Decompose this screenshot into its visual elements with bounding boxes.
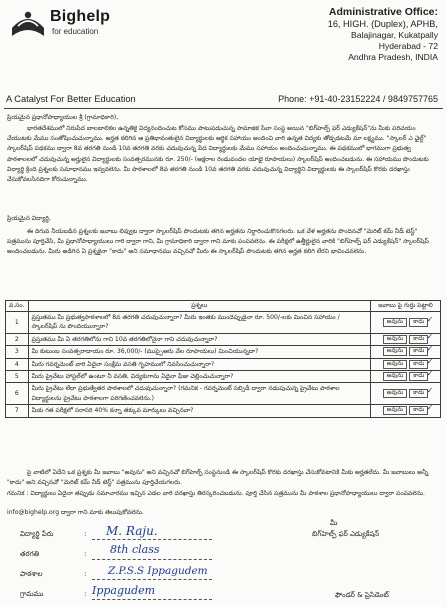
answer-cell [371, 312, 441, 334]
field-label-class: తరగతి [20, 550, 40, 558]
question-number: 1 [6, 312, 29, 334]
intro-paragraph: భారతదేశములో నిరుపేద బాలబాలికల ఉన్నతికై విద్యనందించుట కోసము పాటుపడుచున్న సామాజిక సేవా సంస్థ అయిన "బిగ్‌హెల్ప్ ఫర్ ఎడ్యుకేషన్"ను మీకు పరిచయం చేయుటకు మేము సంతోషించుచున్నాము. అర్హత కలిగిన ఆ ప్రతిభావంతులైన విద్యార్థులకు ఆర్థిక సహాయం అందించి వారి ఉన్నత విద్యకు తోడ్పడటమే మా లక్ష్యము. "స్కాలర్ ఎ ఛైల్డ్" స్కాలర్‌షిప్ పథకము ద్వారా 8వ తరగతి నుండి 10వ తరగతి వరకు చదువుచున్న పేద విద్యార్థులకు మేము సహాయం అందించుచున్నాము. ఈ పథకములో భాగముగా ప్రభుత్వ పాఠశాలలలో చదువుచున్న అర్హులైన విద్యార్థులకు సంవత్సరమునకు రూ. 250/- (అక్షరాల రెండువందల యాభై రూపాయలు) స్కాలర్‌షిప్ అందించబడును. ఈ సహాయము పొందుటకు విద్యార్థి క్రింది ప్రశ్నలకు సమాధానము ఇవ్వవలెను. మీ పాఠశాలలో 8వ తరగతి నుండి 10వ తరగతి వరకు చదువుచున్న విద్యార్థిని విద్యార్థులకు ఈ స్కాలర్‌షిప్ కొరకు దరఖాస్తు చేసుకోవలసినదిగా కోరుచున్నాము. [7, 125, 429, 184]
table-row [6, 312, 441, 334]
answer-no-option[interactable]: కాదు ✓ [409, 335, 428, 344]
table-row [6, 333, 441, 345]
answer-no-option[interactable]: కాదు ✓ [409, 406, 428, 415]
bighelp-logo-icon [8, 6, 48, 40]
table-row [6, 358, 441, 370]
answer-no-option[interactable]: కాదు ✓ [409, 372, 428, 381]
table-row [6, 405, 441, 417]
answer-yes-option[interactable]: అవును [383, 389, 408, 398]
answer-cell [371, 405, 441, 417]
school-line [92, 579, 212, 580]
answer-yes-option[interactable]: అవును [383, 318, 408, 327]
eligibility-questions-table [5, 300, 441, 418]
table-header-row [6, 301, 441, 312]
field-colon: : [84, 550, 87, 558]
phone-numbers: Phone: +91-40-23152224 / 9849757765 [278, 94, 438, 104]
answer-no-option[interactable]: కాదు ✓ [409, 360, 428, 369]
brand-subtitle: for education [52, 27, 99, 36]
closing-paragraph: పై వాటిలో ఏదేని ఒక ప్రశ్నకు మీ జవాబు "అవును" అని వచ్చినచో బిగ్‌హెల్ప్ సంస్థనుండి ఈ స్కాలర్‌షిప్ కొరకు దరఖాస్తు చేసుకోవటానికి మీకు అర్హతలేదు. మీ జవాబులు అన్నీ "కాదు" అని వచ్చినచో "మెరిట్ కమ్ నీడ్ టెస్ట్" పత్రమును పూర్తిచేయగలరు. [7, 469, 429, 487]
question-number: 5 [6, 371, 29, 383]
class-value: 8th class [110, 543, 160, 556]
address-line: Andhra Pradesh, INDIA [348, 52, 438, 62]
student-name-line [92, 539, 212, 540]
address-line: 16, HIGH. (Duplex), APHB, [327, 19, 438, 29]
answer-yes-option[interactable]: అవును [383, 360, 408, 369]
column-header-questions: ప్రశ్నలు [28, 301, 370, 312]
field-label-student-name: విద్యార్థి పేరు [20, 530, 54, 538]
answer-yes-option[interactable]: అవును [383, 335, 408, 344]
class-line [92, 559, 212, 560]
question-text: మీరు ప్రైవేటు లేదా ప్రభుత్వేతర పాఠశాలలో చదువుచున్నారా? (గమనిక - గవర్నమెంట్ సబ్సిడీ ద్వారా నడుపుచున్న ప్రైవేటు పాఠశాల విద్యార్థులను ప్రైవేటు పాఠశాలగా పరిగణించవలెను.) [28, 383, 370, 405]
village-value: Ippagudem [92, 584, 156, 597]
sign-greeting: మీ [330, 519, 338, 527]
office-title: Administrative Office: [328, 6, 438, 18]
school-value: Z.P.S.S Ippagudem [108, 565, 208, 577]
header-divider [4, 108, 443, 109]
answer-cell [371, 371, 441, 383]
column-header-serial: వ.సం. [6, 301, 29, 312]
answer-no-option[interactable]: కాదు ✓ [409, 347, 428, 356]
question-number: 6 [6, 383, 29, 405]
question-number: 3 [6, 346, 29, 358]
student-greeting: ప్రియమైన విద్యార్థి, [7, 215, 51, 222]
sign-organisation: బిగ్‌హెల్ప్ ఫర్ ఎడ్యుకేషన్ [312, 530, 380, 538]
field-colon: : [84, 570, 87, 578]
instruction-paragraph: ఈ దిగువ నీయబడిన ప్రశ్నలకు జవాబు లివ్వుట ద్వారా స్కాలర్‌షిప్ పొందుటకు తగిన అర్హతను నిర్ధారించుకొనగలరు. ఒక వేళ అర్హతను పొందినచో "మెరిట్ కమ్ నీడ్ టెస్ట్" పత్రమును పూర్తిచేసి, మీ ప్రధానోపాధ్యాయులు గారి ద్వారా గాని, మీ గ్రామాధికారి ద్వారా గాని మాకు పంపవలెను. ఈ పరీక్షలో ఉత్తీర్ణులైన వారికి "బిగ్‌హెల్ప్ ఫర్ ఎడ్యుకేషన్" స్కాలర్‌షిప్ అందించబడును. మీరు అడిగిన ఏ ప్రశ్నకైనా "కాదు" అని సమాధానము వచ్చినచో మీరు ఈ స్కాలర్‌షిప్ పొందుటకు తగిన అర్హత కలిగి లేరని భావించవలెను. [7, 228, 429, 256]
answer-yes-option[interactable]: అవును [383, 406, 408, 415]
brand-name: Bighelp [50, 8, 111, 25]
answer-yes-option[interactable]: అవును [383, 372, 408, 381]
answer-no-option[interactable]: కాదు ✓ [409, 318, 428, 327]
field-label-school: పాఠశాల [20, 570, 43, 578]
question-number: 4 [6, 358, 29, 370]
table-row [6, 383, 441, 405]
answer-cell [371, 383, 441, 405]
question-text: ప్రస్తుతము మీ ఏ తరగతిలోను గాని 10వ తరగతిలోనైనా గాని చదువుచున్నారా? [28, 333, 370, 345]
greeting-heading: ప్రియమైన ప్రధానోపాధ్యాయుల శ్రీ (గ్రామాధికారి), [7, 114, 119, 121]
student-name-value: M. Raju. [106, 524, 158, 538]
question-text: ప్రస్తుతము మీ ప్రభుత్వపాఠశాలలో 8వ తరగతి చదువుచున్నారా? మీరు ఇంతకు ముందెప్పుడైనా రూ. 500/-లకు మించిన సహాయం / స్కాలర్‌షిప్ ను పొందియున్నారా? [28, 312, 370, 334]
tagline: A Catalyst For Better Education [6, 94, 136, 104]
contact-paragraph: info@bighelp.org ద్వారా గాని మాకు తెలుపుకోవలెను. [7, 509, 144, 516]
field-label-village: గ్రామము [20, 590, 44, 598]
question-text: మీ కుటుంబ సంవత్సరాదాయం రూ. 36,000/- (ముప్పైఆరు వేల రూపాయలు) మించియున్నదా? [28, 346, 370, 358]
answer-no-option[interactable]: కాదు ✓ [409, 389, 428, 398]
field-colon: : [84, 590, 87, 598]
field-colon: : [84, 530, 87, 538]
answer-yes-option[interactable]: అవును [383, 347, 408, 356]
question-text: మీకు గత పరీక్షలో సరాసరి 40% కన్నా తక్కువ మార్కులు వచ్చినవా? [28, 405, 370, 417]
table-row [6, 346, 441, 358]
table-row [6, 371, 441, 383]
address-line: Balajinagar, Kukatpally [351, 30, 438, 40]
question-text: మీరు ప్రైవేటు హాస్టల్‌లో ఉంటూ నీ వసతి, విద్యకుగాను ఏదైనా ఫీజు చెల్లించుచున్నారా? [28, 371, 370, 383]
address-line: Hyderabad - 72 [378, 41, 438, 51]
column-header-answer: జవాబు పై గుర్తు పెట్టాలి [371, 301, 441, 312]
sign-title: ఫౌండర్ & ప్రెసిడెంట్ [335, 591, 389, 599]
office-address-block [248, 6, 438, 63]
village-line [92, 599, 212, 600]
question-number: 2 [6, 333, 29, 345]
question-text: మీరు గవర్నమెంట్ వారి ఏదైనా సంక్షేమ వసతి గృహములో నివసించుచున్నారా? [28, 358, 370, 370]
note-paragraph: గమనిక : విద్యార్థులు ఏదైనా తప్పుడు సమాచారము ఇచ్చిన ఎడల వారి దరఖాస్తు తిరస్కరించబడును. పూర్తి చేసిన పత్రమును మీ పాఠశాల ప్రధానోపాధ్యాయులు ద్వారా పంపవలెను. [7, 490, 425, 497]
question-number: 7 [6, 405, 29, 417]
